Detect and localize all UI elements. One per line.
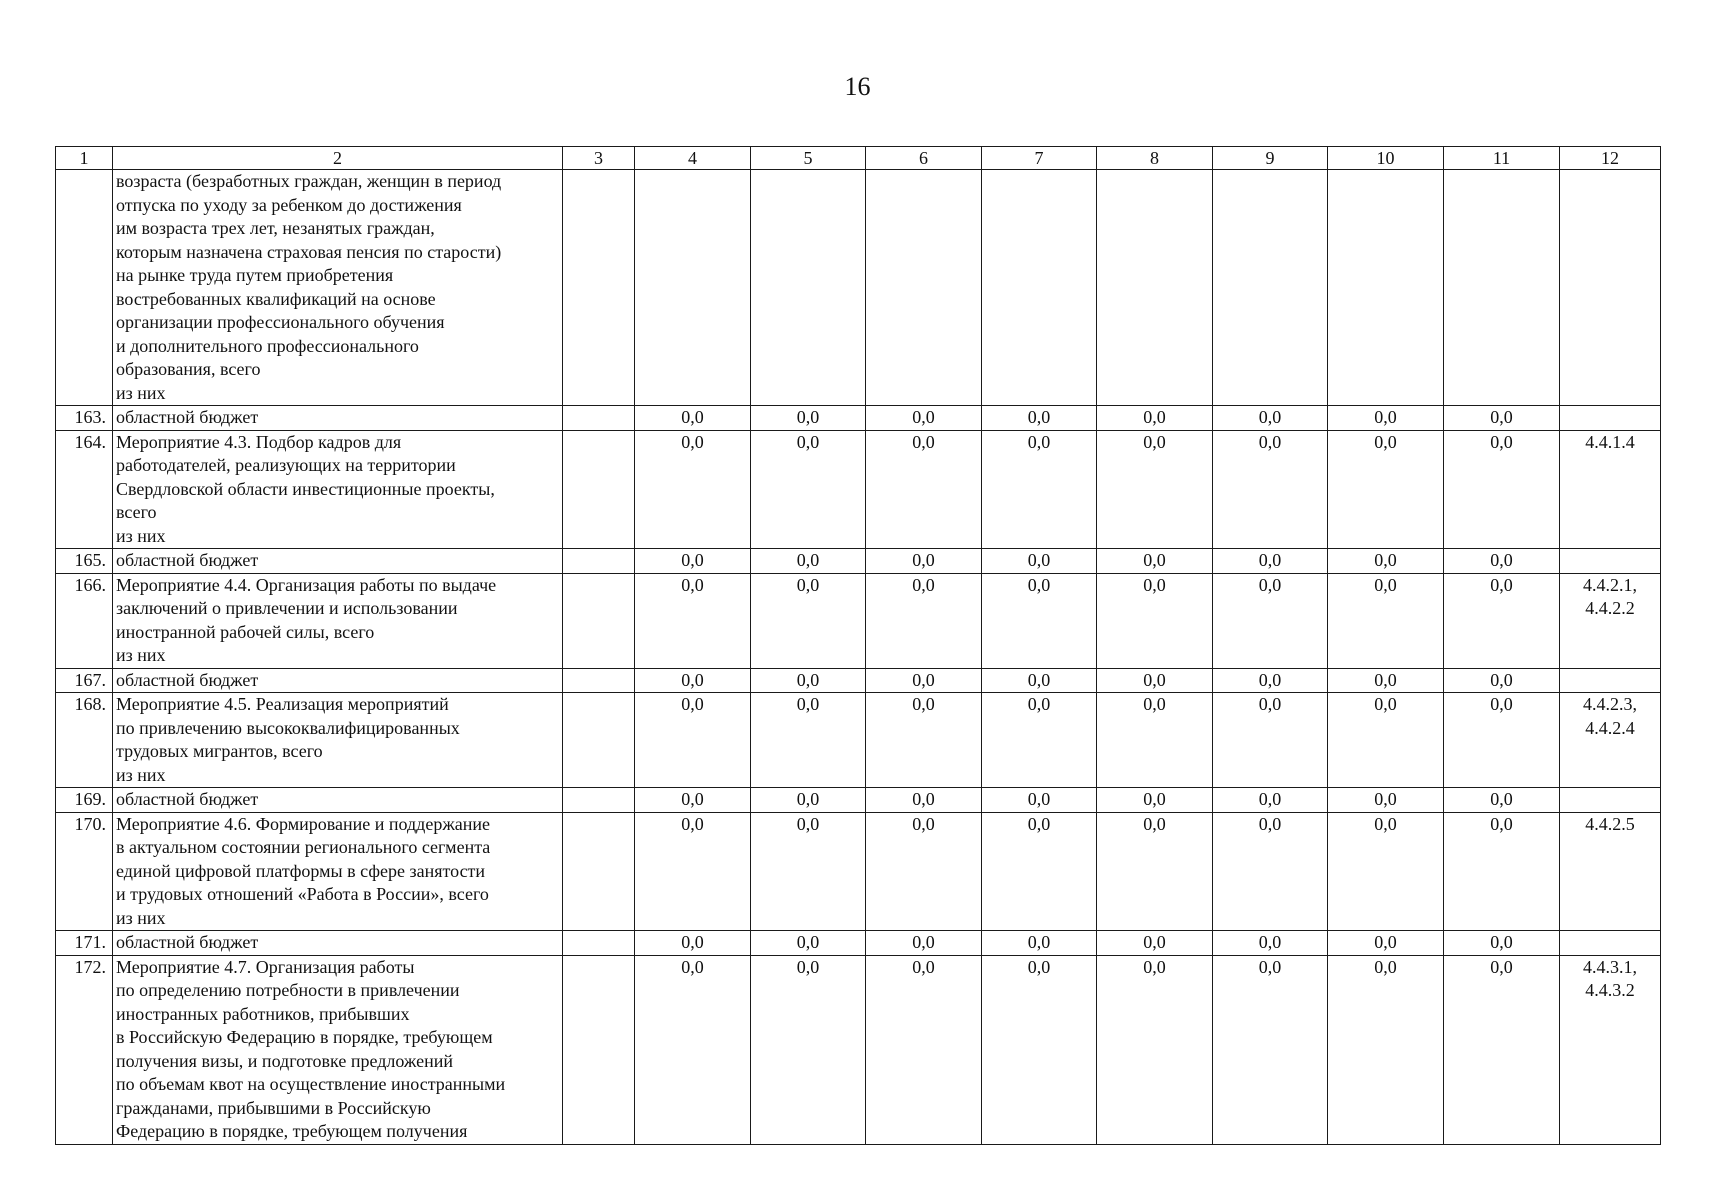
row-number: 165.	[56, 549, 113, 574]
row-description: Мероприятие 4.6. Формирование и поддержание в актуальном состоянии регионального сегмента единой цифровой платформы в сфере занятости и трудовых отношений «Работа в России», всего из них	[113, 812, 563, 931]
amount-cell: 0,0	[982, 668, 1097, 693]
row-executor	[563, 406, 635, 431]
amount-cell	[1097, 170, 1213, 406]
column-header: 6	[866, 147, 982, 170]
amount-cell: 0,0	[1444, 788, 1560, 813]
row-number: 169.	[56, 788, 113, 813]
target-indicator-code	[1560, 170, 1661, 406]
amount-cell: 0,0	[1328, 693, 1444, 788]
column-header: 11	[1444, 147, 1560, 170]
amount-cell: 0,0	[1444, 931, 1560, 956]
amount-cell: 0,0	[1213, 955, 1328, 1144]
amount-cell: 0,0	[751, 573, 866, 668]
amount-cell: 0,0	[1097, 788, 1213, 813]
amount-cell: 0,0	[635, 812, 751, 931]
table-row	[56, 788, 1661, 813]
amount-cell: 0,0	[866, 406, 982, 431]
amount-cell: 0,0	[866, 573, 982, 668]
row-description: областной бюджет	[113, 549, 563, 574]
amount-cell: 0,0	[1328, 812, 1444, 931]
amount-cell: 0,0	[1328, 931, 1444, 956]
amount-cell: 0,0	[1213, 668, 1328, 693]
row-executor	[563, 668, 635, 693]
amount-cell: 0,0	[751, 430, 866, 549]
amount-cell: 0,0	[1097, 549, 1213, 574]
amount-cell: 0,0	[1444, 430, 1560, 549]
amount-cell: 0,0	[982, 788, 1097, 813]
column-header: 9	[1213, 147, 1328, 170]
row-number: 166.	[56, 573, 113, 668]
amount-cell: 0,0	[1213, 812, 1328, 931]
table-row	[56, 170, 1661, 406]
table-row	[56, 812, 1661, 931]
column-header: 7	[982, 147, 1097, 170]
row-description: областной бюджет	[113, 668, 563, 693]
amount-cell: 0,0	[866, 955, 982, 1144]
row-number: 168.	[56, 693, 113, 788]
amount-cell: 0,0	[635, 573, 751, 668]
amount-cell	[982, 170, 1097, 406]
amount-cell: 0,0	[982, 573, 1097, 668]
table-row	[56, 549, 1661, 574]
amount-cell: 0,0	[1444, 693, 1560, 788]
row-executor	[563, 693, 635, 788]
amount-cell: 0,0	[1444, 812, 1560, 931]
amount-cell: 0,0	[1328, 788, 1444, 813]
amount-cell: 0,0	[635, 430, 751, 549]
amount-cell: 0,0	[1328, 955, 1444, 1144]
amount-cell	[1213, 170, 1328, 406]
target-indicator-code	[1560, 406, 1661, 431]
amount-cell	[635, 170, 751, 406]
column-header: 8	[1097, 147, 1213, 170]
row-executor	[563, 955, 635, 1144]
amount-cell: 0,0	[1328, 549, 1444, 574]
amount-cell: 0,0	[866, 931, 982, 956]
amount-cell: 0,0	[635, 549, 751, 574]
amount-cell: 0,0	[1328, 573, 1444, 668]
row-number: 170.	[56, 812, 113, 931]
amount-cell	[1328, 170, 1444, 406]
amount-cell: 0,0	[1444, 955, 1560, 1144]
column-header: 2	[113, 147, 563, 170]
row-description: Мероприятие 4.7. Организация работы по определению потребности в привлечении иностранных работников, прибывших в Российскую Федерацию в порядке, требующем получения визы, и подготовке предложений по объемам квот на осуществление иностранными гражданами, прибывшими в Российскую Федерацию в порядке, требующем получения	[113, 955, 563, 1144]
row-number: 171.	[56, 931, 113, 956]
target-indicator-code	[1560, 549, 1661, 574]
amount-cell: 0,0	[751, 788, 866, 813]
amount-cell: 0,0	[866, 812, 982, 931]
amount-cell: 0,0	[1328, 668, 1444, 693]
amount-cell: 0,0	[751, 931, 866, 956]
amount-cell: 0,0	[1097, 668, 1213, 693]
amount-cell: 0,0	[635, 406, 751, 431]
amount-cell: 0,0	[982, 812, 1097, 931]
table-row	[56, 693, 1661, 788]
amount-cell: 0,0	[635, 955, 751, 1144]
target-indicator-code: 4.4.3.1, 4.4.3.2	[1560, 955, 1661, 1144]
row-number: 163.	[56, 406, 113, 431]
target-indicator-code	[1560, 931, 1661, 956]
target-indicator-code: 4.4.2.5	[1560, 812, 1661, 931]
row-description: возраста (безработных граждан, женщин в период отпуска по уходу за ребенком до достижения им возраста трех лет, незанятых граждан, которым назначена страховая пенсия по старости) на рынке труда путем приобретения востребованных квалификаций на основе организации профессионального обучения и дополнительного профессионального образования, всего из них	[113, 170, 563, 406]
column-header: 3	[563, 147, 635, 170]
amount-cell: 0,0	[635, 788, 751, 813]
amount-cell: 0,0	[866, 549, 982, 574]
row-description: областной бюджет	[113, 406, 563, 431]
column-number-row	[56, 147, 1661, 170]
row-description: Мероприятие 4.5. Реализация мероприятий по привлечению высококвалифицированных трудовых мигрантов, всего из них	[113, 693, 563, 788]
amount-cell: 0,0	[982, 955, 1097, 1144]
row-number: 172.	[56, 955, 113, 1144]
table-row	[56, 573, 1661, 668]
amount-cell: 0,0	[982, 406, 1097, 431]
row-executor	[563, 170, 635, 406]
amount-cell	[751, 170, 866, 406]
amount-cell: 0,0	[1213, 573, 1328, 668]
amount-cell: 0,0	[1097, 573, 1213, 668]
amount-cell: 0,0	[1213, 549, 1328, 574]
table-row	[56, 430, 1661, 549]
column-header: 1	[56, 147, 113, 170]
amount-cell: 0,0	[751, 549, 866, 574]
row-executor	[563, 573, 635, 668]
amount-cell: 0,0	[982, 931, 1097, 956]
column-header: 10	[1328, 147, 1444, 170]
row-executor	[563, 788, 635, 813]
amount-cell: 0,0	[982, 430, 1097, 549]
amount-cell: 0,0	[866, 430, 982, 549]
column-header: 12	[1560, 147, 1661, 170]
amount-cell: 0,0	[866, 693, 982, 788]
row-executor	[563, 430, 635, 549]
amount-cell: 0,0	[1097, 406, 1213, 431]
amount-cell: 0,0	[751, 693, 866, 788]
amount-cell: 0,0	[866, 668, 982, 693]
target-indicator-code	[1560, 788, 1661, 813]
amount-cell	[866, 170, 982, 406]
row-executor	[563, 549, 635, 574]
amount-cell: 0,0	[1097, 430, 1213, 549]
amount-cell: 0,0	[1097, 955, 1213, 1144]
amount-cell: 0,0	[1444, 573, 1560, 668]
amount-cell: 0,0	[1213, 430, 1328, 549]
amount-cell: 0,0	[751, 406, 866, 431]
amount-cell: 0,0	[1213, 406, 1328, 431]
table-row	[56, 406, 1661, 431]
program-budget-table	[55, 146, 1661, 1145]
amount-cell: 0,0	[635, 668, 751, 693]
amount-cell: 0,0	[1213, 788, 1328, 813]
row-description: Мероприятие 4.3. Подбор кадров для работодателей, реализующих на территории Свердловской области инвестиционные проекты, всего из них	[113, 430, 563, 549]
column-header: 4	[635, 147, 751, 170]
row-executor	[563, 931, 635, 956]
target-indicator-code	[1560, 668, 1661, 693]
amount-cell: 0,0	[1213, 693, 1328, 788]
target-indicator-code: 4.4.1.4	[1560, 430, 1661, 549]
amount-cell: 0,0	[1097, 931, 1213, 956]
amount-cell: 0,0	[982, 549, 1097, 574]
row-description: областной бюджет	[113, 931, 563, 956]
table-row	[56, 955, 1661, 1144]
row-number: 167.	[56, 668, 113, 693]
column-header: 5	[751, 147, 866, 170]
amount-cell: 0,0	[982, 693, 1097, 788]
amount-cell: 0,0	[751, 668, 866, 693]
row-description: областной бюджет	[113, 788, 563, 813]
amount-cell: 0,0	[751, 955, 866, 1144]
amount-cell: 0,0	[1213, 931, 1328, 956]
target-indicator-code: 4.4.2.1, 4.4.2.2	[1560, 573, 1661, 668]
amount-cell: 0,0	[635, 931, 751, 956]
amount-cell: 0,0	[1328, 430, 1444, 549]
row-executor	[563, 812, 635, 931]
amount-cell: 0,0	[1328, 406, 1444, 431]
amount-cell: 0,0	[1444, 549, 1560, 574]
amount-cell: 0,0	[751, 812, 866, 931]
row-number: 164.	[56, 430, 113, 549]
target-indicator-code: 4.4.2.3, 4.4.2.4	[1560, 693, 1661, 788]
amount-cell: 0,0	[1097, 693, 1213, 788]
amount-cell: 0,0	[635, 693, 751, 788]
table-row	[56, 668, 1661, 693]
amount-cell: 0,0	[866, 788, 982, 813]
amount-cell: 0,0	[1097, 812, 1213, 931]
row-description: Мероприятие 4.4. Организация работы по выдаче заключений о привлечении и использовании иностранной рабочей силы, всего из них	[113, 573, 563, 668]
table-row	[56, 931, 1661, 956]
page-number: 16	[844, 72, 871, 101]
amount-cell: 0,0	[1444, 668, 1560, 693]
amount-cell	[1444, 170, 1560, 406]
row-number	[56, 170, 113, 406]
amount-cell: 0,0	[1444, 406, 1560, 431]
